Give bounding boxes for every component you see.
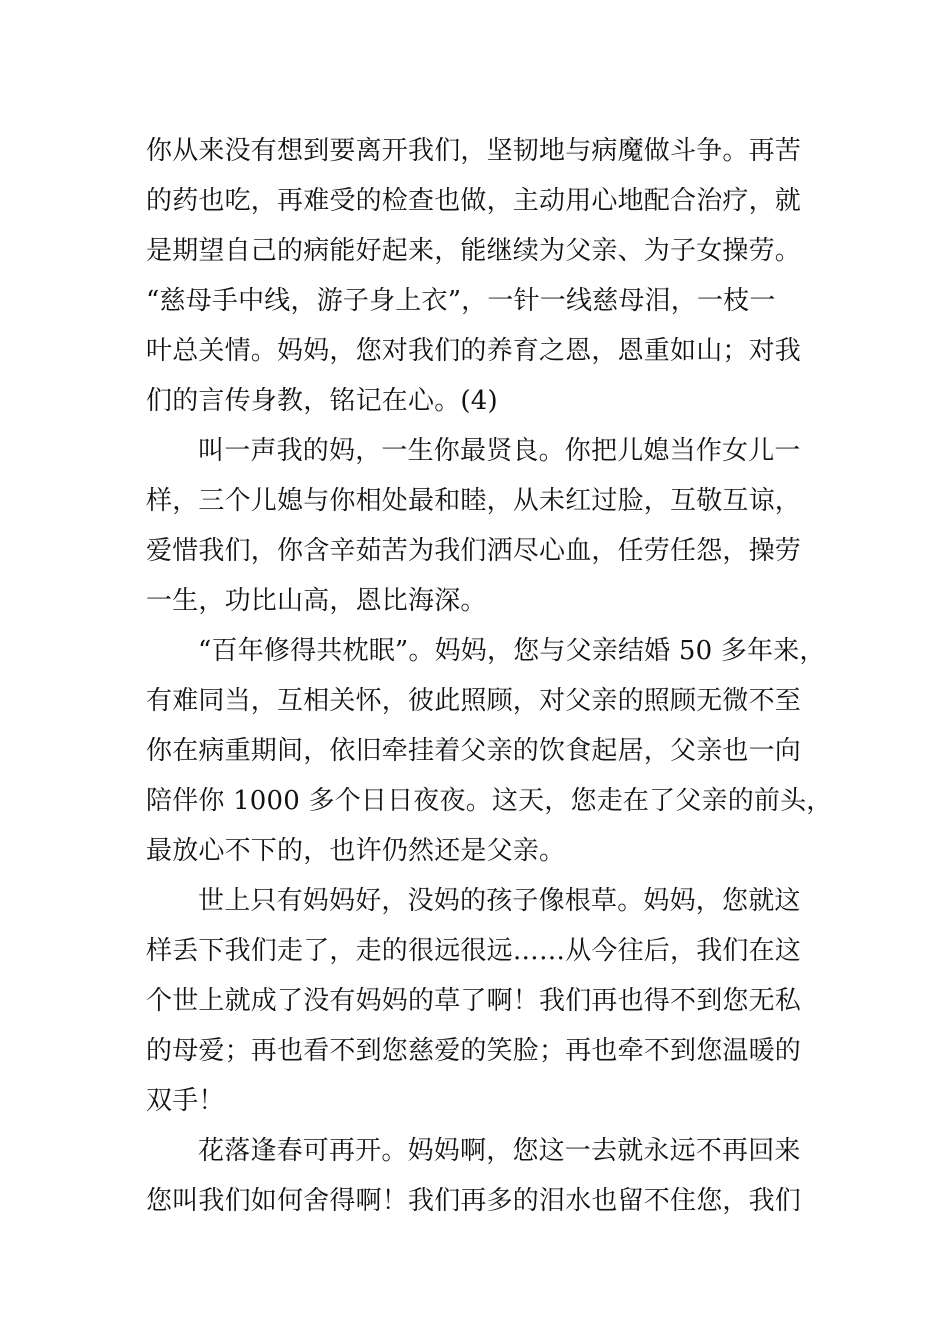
text-line: 世上只有妈妈好，没妈的孩子像根草。妈妈，您就这 <box>198 886 801 916</box>
text-line: 爱惜我们，你含辛茹苦为我们洒尽心血，任劳任怨，操劳 <box>146 536 802 566</box>
text-line: 的药也吃，再难受的检查也做，主动用心地配合治疗，就 <box>146 186 802 216</box>
text-line: 的母爱；再也看不到您慈爱的笑脸；再也牵不到您温暖的 <box>146 1036 802 1066</box>
text-line: 叶总关情。妈妈，您对我们的养育之恩，恩重如山；对我 <box>146 336 802 366</box>
text-line: 们的言传身教，铭记在心。(4) <box>146 386 498 416</box>
paragraph-4 <box>146 876 826 1126</box>
text-line: 你从来没有想到要离开我们，坚韧地与病魔做斗争。再苦 <box>146 136 802 166</box>
text-line: 有难同当，互相关怀，彼此照顾，对父亲的照顾无微不至 <box>146 686 802 716</box>
paragraph-5 <box>146 1126 826 1226</box>
text-line: “慈母手中线，游子身上衣”，一针一线慈母泪，一枝一 <box>146 286 776 316</box>
text-line: 叫一声我的妈，一生你最贤良。你把儿媳当作女儿一 <box>198 436 801 466</box>
text-line: 个世上就成了没有妈妈的草了啊！我们再也得不到您无私 <box>146 986 802 1016</box>
paragraph-1 <box>146 126 826 426</box>
text-line: 双手！ <box>146 1086 225 1116</box>
text-line: 陪伴你 1000 多个日日夜夜。这天，您走在了父亲的前头， <box>146 786 833 816</box>
paragraph-2 <box>146 426 826 626</box>
text-line: 最放心不下的，也许仍然还是父亲。 <box>146 836 566 866</box>
paragraph-3 <box>146 626 833 876</box>
text-line: 花落逢春可再开。妈妈啊，您这一去就永远不再回来 <box>198 1136 801 1166</box>
text-line: 一生，功比山高，恩比海深。 <box>146 586 487 616</box>
text-line: 样，三个儿媳与你相处最和睦，从未红过脸，互敬互谅， <box>146 486 802 516</box>
text-line: 你在病重期间，依旧牵挂着父亲的饮食起居，父亲也一向 <box>146 736 802 766</box>
text-line: 您叫我们如何舍得啊！我们再多的泪水也留不住您，我们 <box>146 1186 802 1216</box>
text-line: 样丢下我们走了，走的很远很远……从今往后，我们在这 <box>146 936 802 966</box>
text-line: 是期望自己的病能好起来，能继续为父亲、为子女操劳。 <box>146 236 802 266</box>
text-line: “百年修得共枕眠”。妈妈，您与父亲结婚 50 多年来， <box>198 636 826 666</box>
document-body <box>146 126 833 1226</box>
